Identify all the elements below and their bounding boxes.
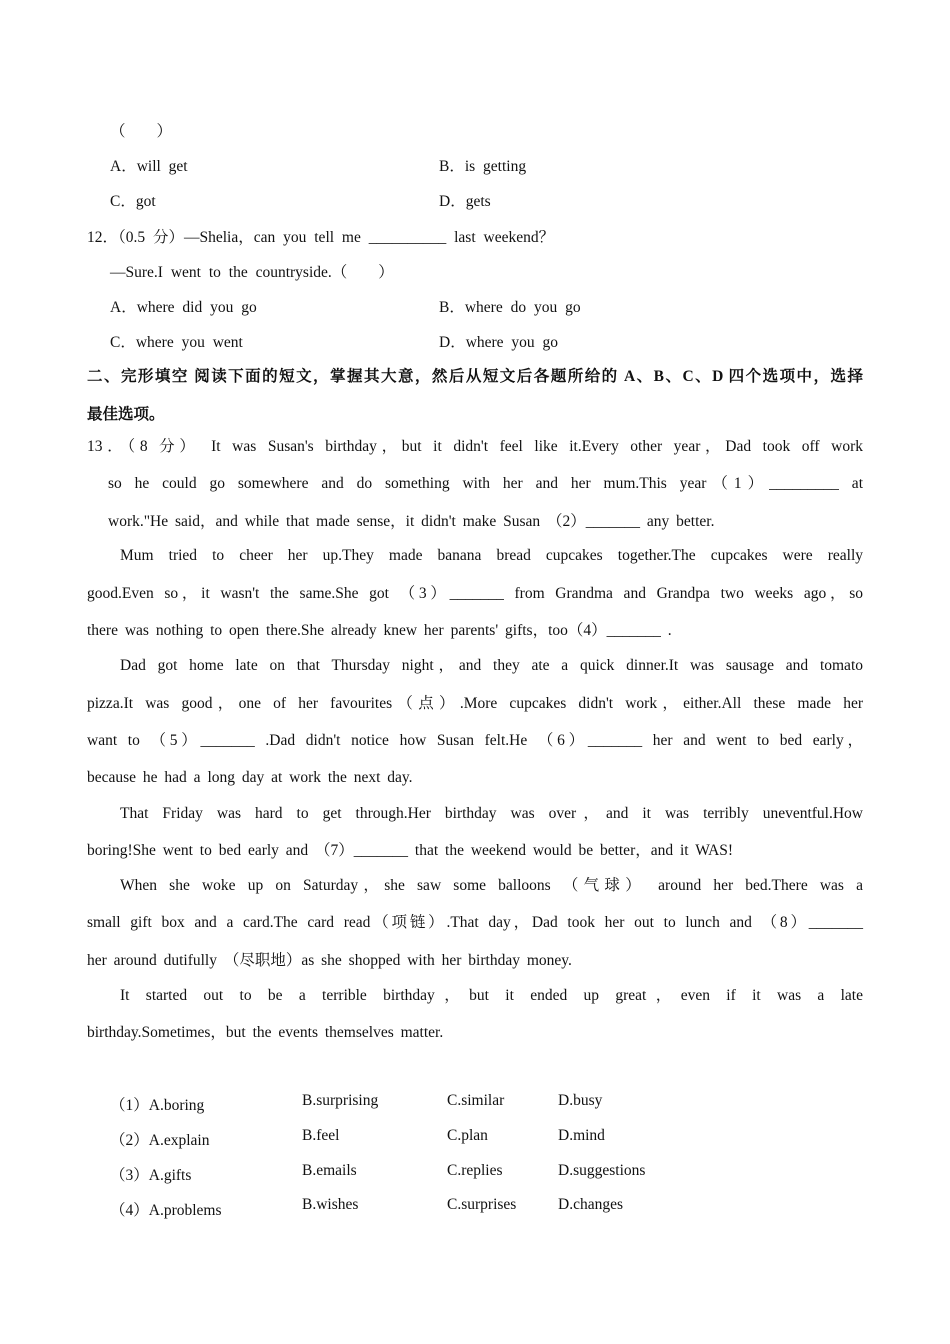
q12-option-a: A．where did you go: [110, 299, 257, 316]
q13-line-10: because he had a long day at work the next day.: [87, 769, 413, 786]
q13-line-4: Mum tried to cheer her up.They made banana bread cupcakes together.The cupcakes were really: [120, 547, 863, 564]
q13-line-16: It started out to be a terrible birthday，but it ended up great，even if it was a late: [120, 987, 863, 1004]
q13-line-3: work."He said，and while that made sense，it didn't make Susan （2）_______ any better.: [108, 513, 715, 530]
q13-line-7: Dad got home late on that Thursday night，and they ate a quick dinner.It was sausage and tomato: [120, 657, 863, 674]
q11-answer-paren: （ ）: [110, 123, 173, 140]
section2-heading-line2: 最佳选项。: [87, 406, 165, 423]
choice-1-c: C.similar: [447, 1092, 505, 1109]
choice-1-a: （1）A.boring: [110, 1097, 205, 1114]
choice-2-b: B.feel: [302, 1127, 340, 1144]
q13-line-9: want to （5）_______ .Dad didn't notice how Susan felt.He （6）_______ her and went to bed early，: [87, 732, 863, 749]
choice-2-c: C.plan: [447, 1127, 488, 1144]
q13-line-17: birthday.Sometimes，but the events themselves matter.: [87, 1024, 444, 1041]
choice-1-b: B.surprising: [302, 1092, 379, 1109]
q13-line-11: That Friday was hard to get through.Her birthday was over，and it was terribly uneventful.How: [120, 805, 863, 822]
q13-line-8: pizza.It was good，one of her favourites（点）.More cupcakes didn't work，either.All these made her: [87, 695, 863, 712]
q13-line-1: 13．（8 分） It was Susan's birthday，but it didn't feel like it.Every other year，Dad took off work: [87, 438, 863, 455]
q12-option-c: C．where you went: [110, 334, 243, 351]
q11-option-d: D．gets: [439, 193, 491, 210]
choice-3-c: C.replies: [447, 1162, 503, 1179]
choice-4-d: D.changes: [558, 1196, 623, 1213]
q12-stem: 12．（0.5 分）—Shelia，can you tell me __________ last weekend？: [87, 229, 555, 246]
q13-line-5: good.Even so，it wasn't the same.She got （3）_______ from Grandma and Grandpa two weeks ago，so: [87, 585, 863, 602]
section2-heading-line1: 二、完形填空 阅读下面的短文，掌握其大意，然后从短文后各题所给的 A、B、C、D 四个选项中，选择: [87, 368, 863, 385]
q13-line-6: there was nothing to open there.She already knew her parents' gifts，too（4）_______ .: [87, 622, 672, 639]
choice-4-a: （4）A.problems: [110, 1202, 222, 1219]
choice-4-b: B.wishes: [302, 1196, 359, 1213]
q11-option-a: A．will get: [110, 158, 188, 175]
q11-option-c: C．got: [110, 193, 156, 210]
choice-4-c: C.surprises: [447, 1196, 517, 1213]
choice-3-b: B.emails: [302, 1162, 357, 1179]
choice-2-d: D.mind: [558, 1127, 605, 1144]
choice-2-a: （2）A.explain: [110, 1132, 210, 1149]
choice-3-a: （3）A.gifts: [110, 1167, 192, 1184]
q13-line-15: her around dutifully （尽职地）as she shopped with her birthday money.: [87, 952, 572, 969]
q11-option-b: B．is getting: [439, 158, 527, 175]
choice-1-d: D.busy: [558, 1092, 603, 1109]
q13-line-12: boring!She went to bed early and （7）_______ that the weekend would be better，and it WAS!: [87, 842, 734, 859]
q13-line-13: When she woke up on Saturday，she saw some balloons （气球） around her bed.There was a: [120, 877, 863, 894]
q13-line-2: so he could go somewhere and do something with her and her mum.This year（1）_________ at: [108, 475, 863, 492]
q12-reply: —Sure.I went to the countryside.（ ）: [110, 264, 394, 281]
q13-line-14: small gift box and a card.The card read（项链）.That day，Dad took her out to lunch and （8）_______: [87, 914, 863, 931]
q12-option-d: D．where you go: [439, 334, 559, 351]
choice-3-d: D.suggestions: [558, 1162, 646, 1179]
q12-option-b: B．where do you go: [439, 299, 581, 316]
